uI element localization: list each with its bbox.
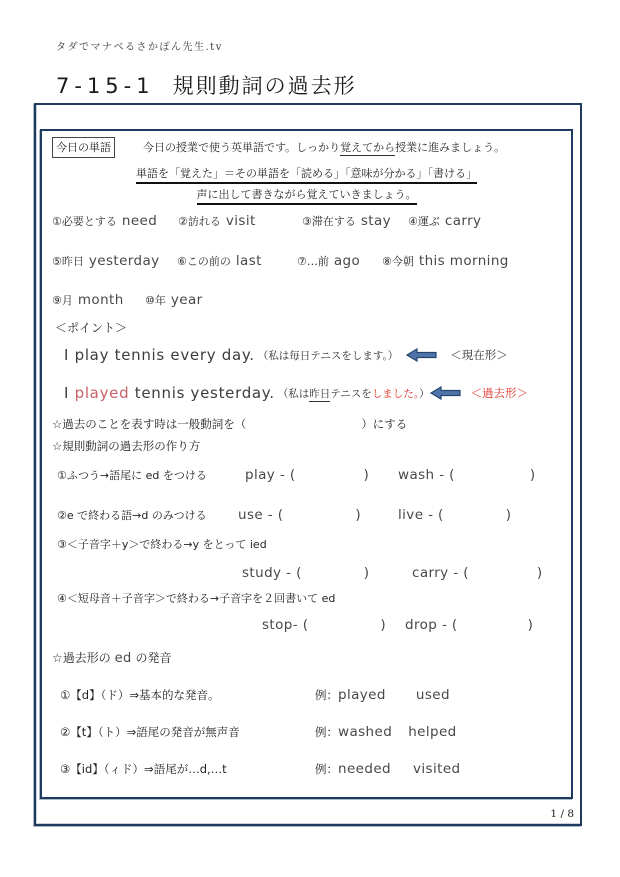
vocab-row-3 <box>52 288 561 312</box>
lesson-title-text: 規則動詞の過去形 <box>172 74 357 98</box>
vocab-item: ①必要とする need <box>52 213 158 229</box>
outer-frame <box>34 103 582 826</box>
content-frame <box>40 129 573 799</box>
pronunciation-item-1: ①【d】（ド）⇒基本的な発音。 例： played used <box>60 687 450 703</box>
vocab-item: ⑦…前 ago <box>297 253 361 269</box>
vocab-item: ⑥この前の last <box>177 253 262 269</box>
underlined-phrase: 覚えてから <box>340 141 396 154</box>
rule-4: ④＜短母音＋子音字＞で終わる→子音字を２回書いて ed <box>57 592 336 605</box>
lesson-number: 7-15-1 <box>56 74 155 98</box>
fill-in-blank: drop - ( ) <box>405 617 534 633</box>
today-words-label: 今日の単語 <box>52 137 115 158</box>
intro-text: 今日の授業で使う英単語です。しっかり覚えてから授業に進みましょう。 <box>143 141 506 154</box>
intro-line-2: 単語を「覚えた」＝その単語を「読める」「意味が分かる」「書ける」 <box>52 165 561 183</box>
site-header: タダでマナベるさかぽん先生.tv <box>56 42 223 53</box>
vocab-item: ⑩年 year <box>145 292 203 308</box>
intro-line-3: 声に出して書きながら覚えていきましょう。 <box>52 186 561 204</box>
vocab-row-1 <box>52 209 561 233</box>
intro-line-1 <box>52 137 561 158</box>
present-tense-label: ＜現在形＞ <box>450 348 508 362</box>
pronunciation-item-2: ②【t】（ト）⇒語尾の発音が無声音 例： washed helped <box>60 724 457 740</box>
vocab-item: ⑤昨日 yesterday <box>52 253 160 269</box>
vocab-item: ④運ぶ carry <box>408 213 482 229</box>
fill-in-blank: live - ( ) <box>398 507 512 523</box>
example-sentence-present: I play tennis every day. （私は毎日テニスをします。） ＜現在形＞ <box>64 346 508 364</box>
example-label: 例： <box>315 725 338 739</box>
vocab-item: ⑨月 month <box>52 292 124 308</box>
fill-in-blank: play - ( ) <box>245 467 370 483</box>
example-label: 例： <box>315 762 338 776</box>
left-arrow-icon <box>406 348 437 362</box>
rule-3-examples <box>52 563 561 583</box>
vocab-item: ③滞在する stay <box>302 213 392 229</box>
fill-in-blank: use - ( ) <box>238 507 362 523</box>
page-title <box>56 70 357 100</box>
pronunciation-header: ☆過去形の ed の発音 <box>52 651 172 666</box>
rule-2: ②e で終わる語→d のみつける use - ( ) live - ( ) <box>57 507 512 523</box>
pronunciation-item-3: ③【id】（ィド）⇒語尾が…d,…t 例： needed visited <box>60 761 461 777</box>
past-verb-highlight: played <box>74 384 130 402</box>
example-sentence-past: I played tennis yesterday. （私は昨日テニスをしました。） ＜過去形＞ <box>64 384 529 402</box>
past-tense-label: ＜過去形＞ <box>470 386 529 400</box>
vocab-item: ②訪れる visit <box>178 213 256 229</box>
fill-in-blank: stop- ( ) <box>262 617 387 633</box>
rule-star-2: ☆規則動詞の過去形の作り方 <box>52 439 201 453</box>
rule-3: ③＜子音字＋y＞で終わる→y をとって ied <box>57 538 267 551</box>
left-arrow-icon <box>430 386 461 400</box>
example-label: 例： <box>315 688 338 702</box>
vocab-row-2 <box>52 249 561 273</box>
rule-star-1: ☆過去のことを表す時は一般動詞を（ ）にする <box>52 417 408 431</box>
rule-4-examples <box>52 615 561 635</box>
content-area <box>42 131 571 797</box>
fill-in-blank: wash - ( ) <box>398 467 536 483</box>
vocab-item: ⑧今朝 this morning <box>382 253 509 269</box>
points-header: ＜ポイント＞ <box>55 321 128 335</box>
fill-in-blank: study - ( ) <box>242 565 370 581</box>
page-number: 1 / 8 <box>550 808 574 820</box>
fill-in-blank: carry - ( ) <box>412 565 543 581</box>
rule-1: ①ふつう→語尾に ed をつける play - ( ) wash - ( ) <box>57 467 536 483</box>
